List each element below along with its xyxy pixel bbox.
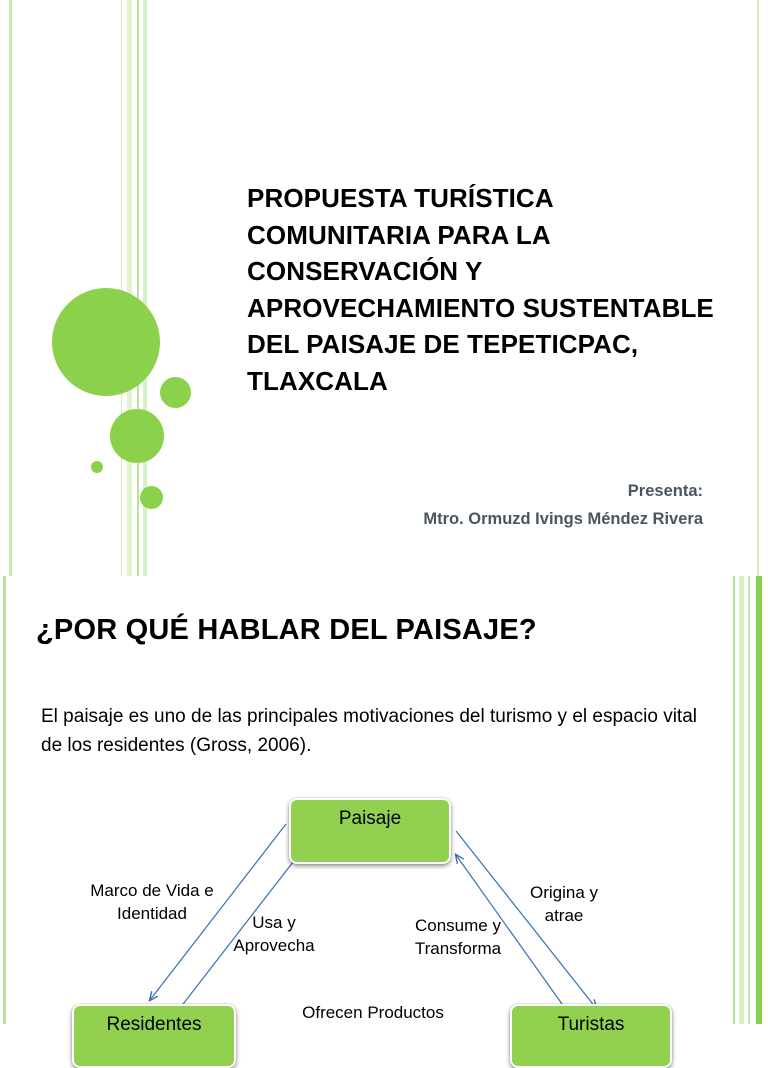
label-marco-de-vida: Marco de Vida e Identidad — [90, 881, 214, 923]
presenta-label: Presenta: — [627, 482, 703, 500]
slide-title: PROPUESTA TURÍSTICA COMUNITARIA PARA LA CONSERVACIÓN Y APROVECHAMIENTO SUSTENTABLE DEL PAISAJE DE TEPETICPAC, TLAXCALA — [247, 183, 714, 396]
decorative-line — [9, 0, 12, 576]
decorative-circle — [52, 288, 160, 396]
node-turistas — [510, 1004, 672, 1068]
decorative-circle — [91, 461, 103, 473]
node-residentes — [72, 1004, 236, 1068]
label-origina-y-atrae: Origina y atrae — [529, 883, 599, 925]
decorative-line — [757, 0, 759, 576]
decorative-line — [127, 0, 132, 576]
decorative-line — [121, 0, 122, 576]
presenter-block — [423, 477, 703, 533]
node-paisaje-label: Paisaje — [338, 808, 402, 829]
slide-title: ¿POR QUÉ HABLAR DEL PAISAJE? — [36, 614, 537, 646]
label-usa-y-aprovecha: Usa y Aprovecha — [233, 913, 315, 955]
content-slide — [0, 576, 768, 1035]
intro-paragraph: El paisaje es uno de las principales motivaciones del turismo y el espacio vital de los residentes (Gross, 2006). — [41, 706, 697, 756]
decorative-circle — [140, 486, 163, 509]
label-ofrecen-productos: Ofrecen Productos — [302, 1003, 444, 1022]
node-turistas-label: Turistas — [557, 1014, 625, 1035]
decorative-line — [137, 0, 139, 576]
decorative-circle — [160, 377, 191, 408]
label-consume-y-transforma: Consume y Transforma — [414, 916, 502, 958]
decorative-circle — [110, 409, 164, 463]
presenter-name: Mtro. Ormuzd Ivings Méndez Rivera — [423, 510, 703, 528]
node-paisaje — [289, 798, 451, 864]
node-residentes-label: Residentes — [106, 1014, 202, 1035]
